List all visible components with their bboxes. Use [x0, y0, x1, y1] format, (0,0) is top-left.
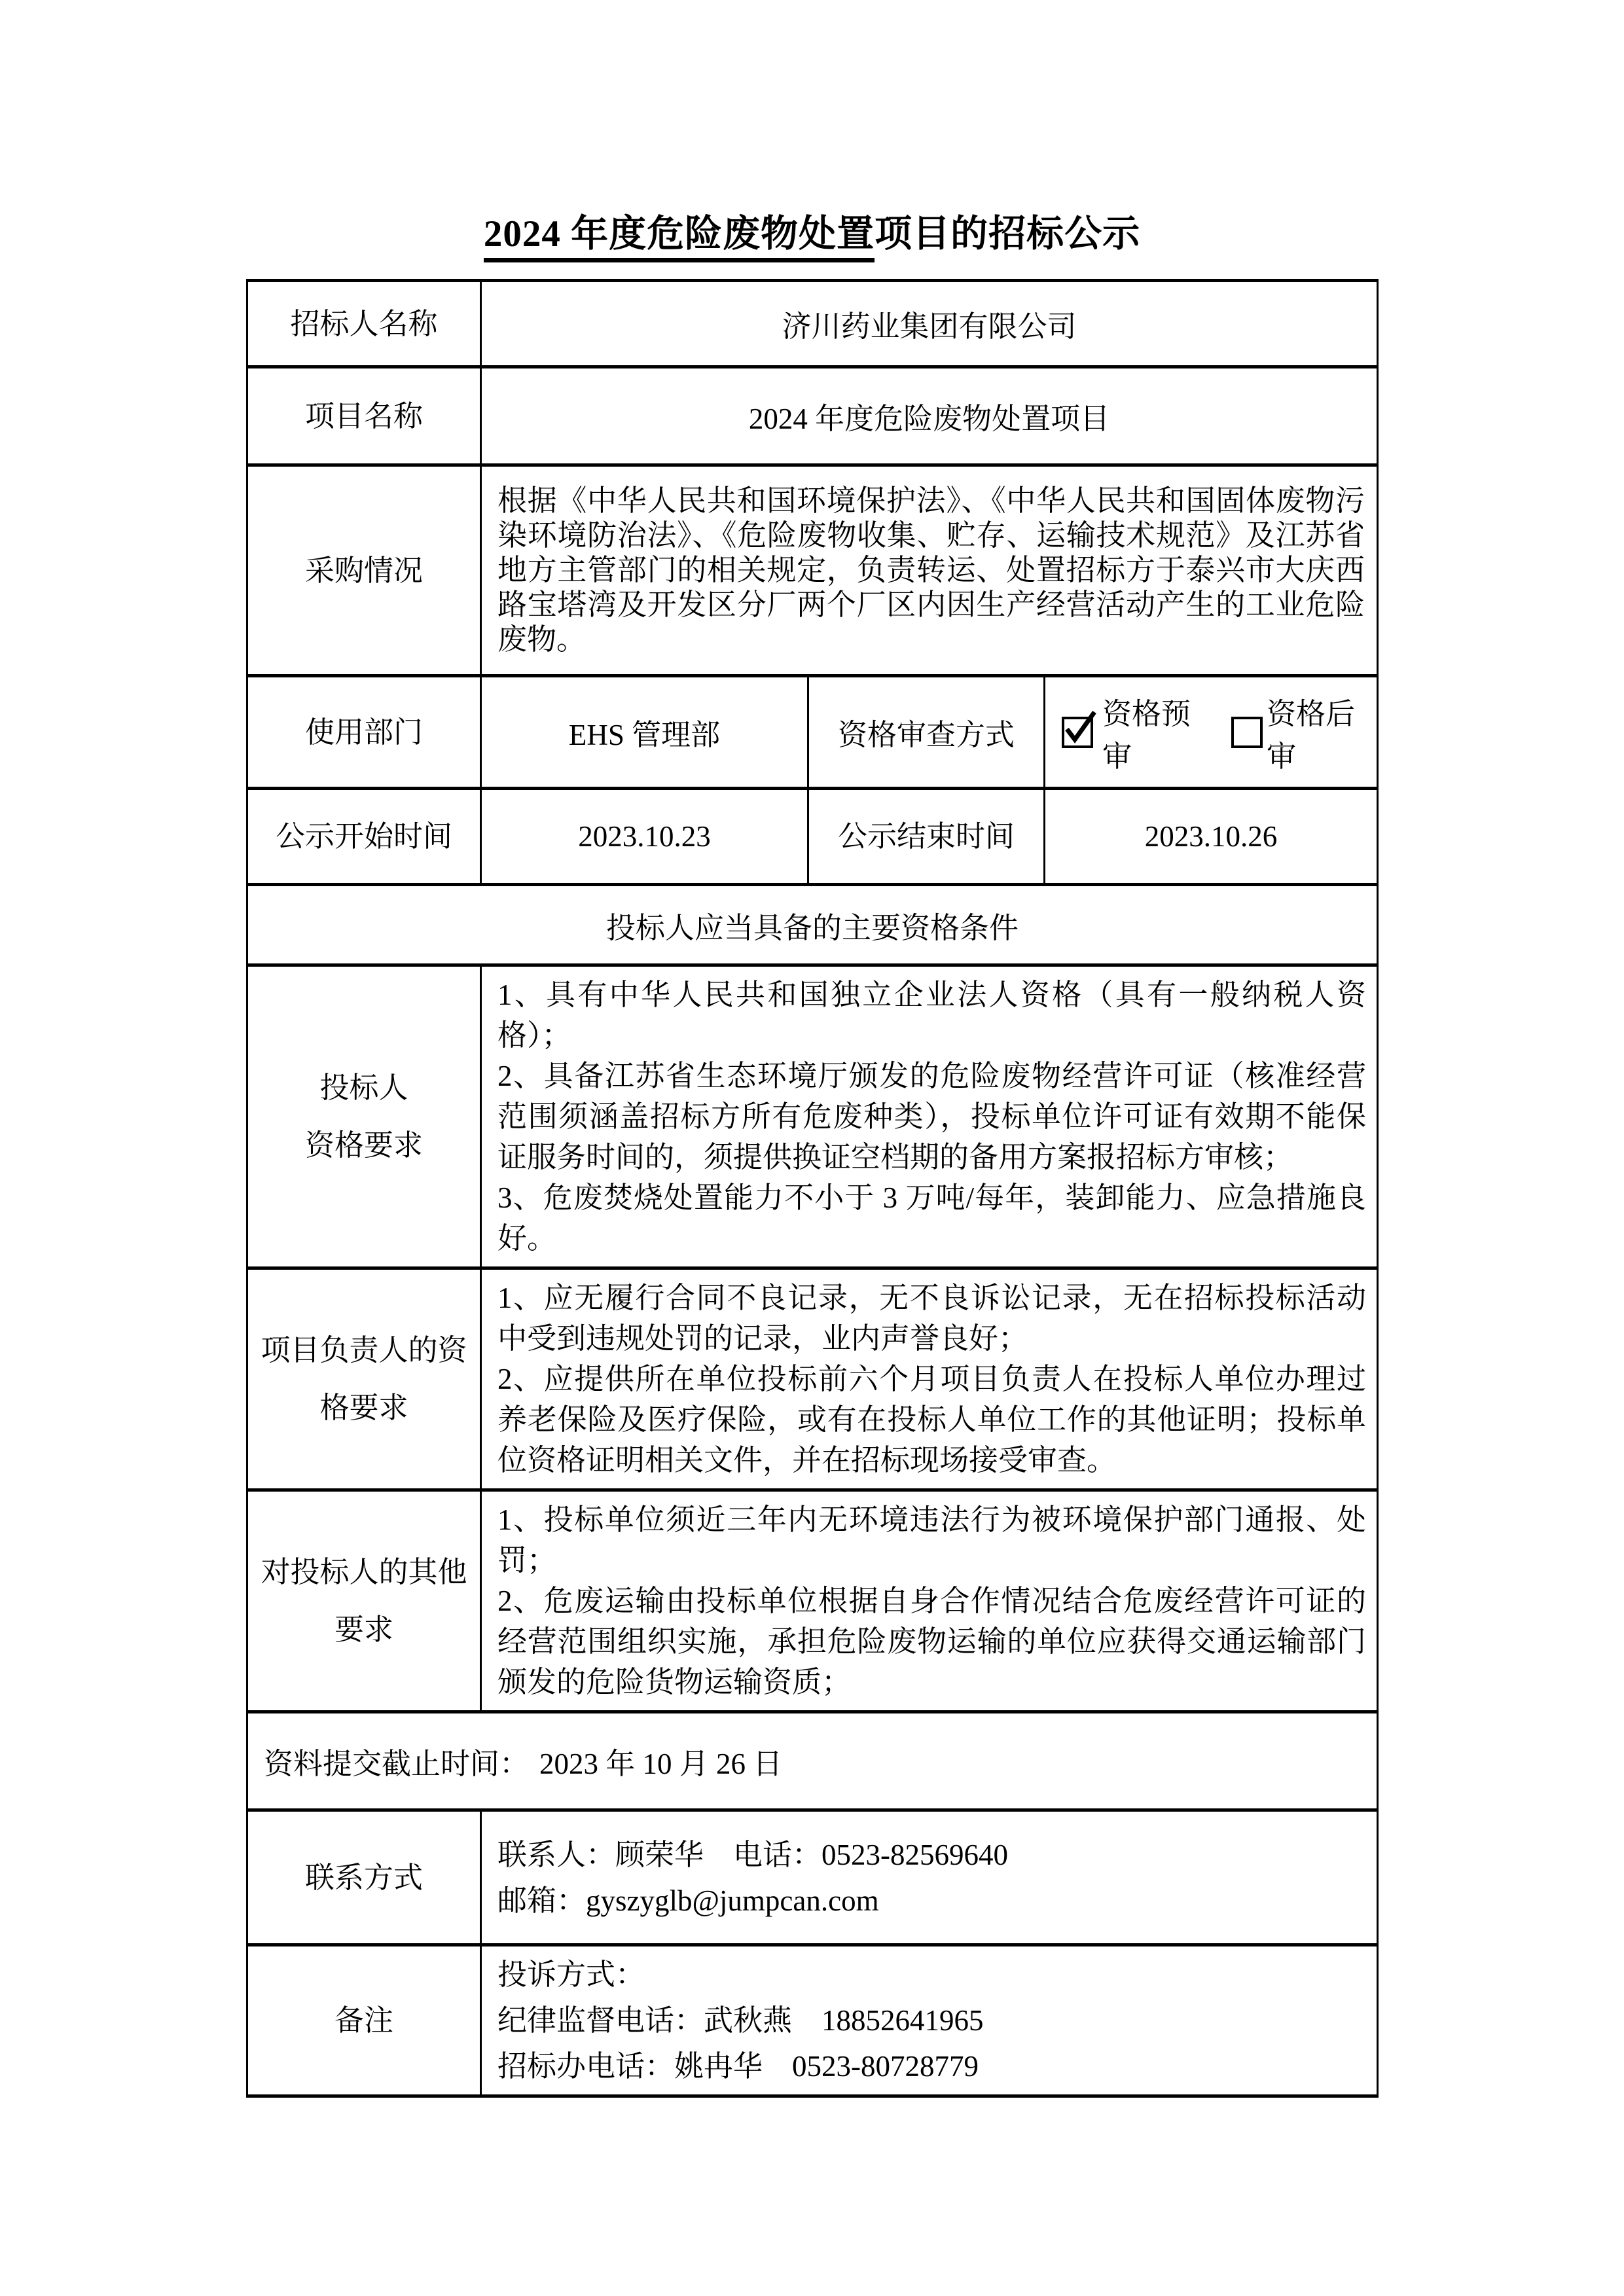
bidder-qualification-label	[247, 965, 481, 1268]
label-line: 格要求	[319, 1391, 408, 1424]
qualification-header: 投标人应当具备的主要资格条件	[247, 885, 1378, 965]
requirement-item: 1、投标单位须近三年内无环境违法行为被环境保护部门通报、处罚；	[497, 1503, 1366, 1577]
row-department	[247, 676, 1378, 789]
bidder-name-value: 济川药业集团有限公司	[481, 281, 1378, 367]
row-qualification-header	[247, 885, 1378, 965]
postqualification-label: 资格后审	[1267, 697, 1356, 773]
row-manager-qualification	[247, 1268, 1378, 1490]
label-line: 资格要求	[304, 1129, 423, 1162]
bidding-announcement-table	[246, 279, 1379, 2098]
manager-qualification-label	[247, 1268, 481, 1490]
other-requirements-items	[481, 1490, 1378, 1712]
contact-label: 联系方式	[247, 1810, 481, 1945]
contact-person-line: 联系人：顾荣华 电话：0523-82569640	[497, 1838, 1008, 1871]
contact-lines	[481, 1810, 1378, 1945]
deadline-row	[247, 1712, 1378, 1810]
department-label: 使用部门	[247, 676, 481, 789]
procurement-label: 采购情况	[247, 465, 481, 676]
requirement-item: 1、具有中华人民共和国独立企业法人资格（具有一般纳税人资格）；	[497, 978, 1366, 1052]
requirement-item: 2、危废运输由投标单位根据自身合作情况结合危废经营许可证的经营范围组织实施，承担危险废物运输的单位应获得交通运输部门颁发的危险货物运输资质；	[497, 1585, 1366, 1698]
remarks-label: 备注	[247, 1945, 481, 2096]
row-deadline	[247, 1712, 1378, 1810]
label-line: 投标人	[319, 1071, 408, 1104]
deadline-value: 2023 年 10 月 26 日	[539, 1748, 783, 1780]
bidder-name-label: 招标人名称	[247, 281, 481, 367]
project-name-value: 2024 年度危险废物处置项目	[481, 367, 1378, 465]
row-bidder-qualification	[247, 965, 1378, 1268]
bidder-qualification-items	[481, 965, 1378, 1268]
row-publicity-dates	[247, 789, 1378, 885]
deadline-label: 资料提交截止时间：	[264, 1748, 530, 1780]
manager-qualification-items	[481, 1268, 1378, 1490]
row-bidder-name	[247, 281, 1378, 367]
publicity-end-value: 2023.10.26	[1045, 789, 1378, 885]
other-requirements-label	[247, 1490, 481, 1712]
publicity-start-label: 公示开始时间	[247, 789, 481, 885]
remarks-line: 纪律监督电话：武秋燕 18852641965	[497, 2004, 984, 2037]
prequalification-checkbox[interactable]	[1062, 717, 1093, 748]
row-other-requirements	[247, 1490, 1378, 1712]
title-underlined-text: 2024 年度危险废物处置	[484, 213, 875, 262]
title-rest-text: 项目的招标公示	[875, 213, 1141, 255]
requirement-item: 2、具备江苏省生态环境厅颁发的危险废物经营许可证（核准经营范围须涵盖招标方所有危废种类），投标单位许可证有效期不能保证服务时间的，须提供换证空档期的备用方案报招标方审核；	[497, 1060, 1366, 1174]
publicity-end-label: 公示结束时间	[808, 789, 1045, 885]
row-procurement	[247, 465, 1378, 676]
requirement-item: 3、危废焚烧处置能力不小于 3 万吨/每年，装卸能力、应急措施良好。	[497, 1181, 1366, 1255]
remarks-line: 招标办电话：姚冉华 0523-80728779	[497, 2050, 979, 2083]
row-contact	[247, 1810, 1378, 1945]
remarks-lines	[481, 1945, 1378, 2096]
label-line: 要求	[334, 1613, 393, 1646]
requirement-item: 2、应提供所在单位投标前六个月项目负责人在投标人单位办理过养老保险及医疗保险，或有在投标人单位工作的其他证明；投标单位资格证明相关文件，并在招标现场接受审查。	[497, 1363, 1366, 1477]
project-name-label: 项目名称	[247, 367, 481, 465]
qualification-review-options	[1045, 676, 1378, 789]
prequalification-label: 资格预审	[1102, 697, 1191, 773]
row-project-name	[247, 367, 1378, 465]
row-remarks	[247, 1945, 1378, 2096]
qualification-review-label: 资格审查方式	[808, 676, 1045, 789]
check-icon	[1062, 709, 1098, 747]
postqualification-checkbox[interactable]	[1231, 717, 1263, 748]
page-title	[0, 211, 1624, 258]
contact-email-line: 邮箱：gyszyglb@jumpcan.com	[497, 1884, 879, 1917]
label-line: 项目负责人的资	[261, 1334, 467, 1367]
remarks-line: 投诉方式：	[497, 1958, 645, 1991]
procurement-value: 根据《中华人民共和国环境保护法》、《中华人民共和国固体废物污染环境防治法》、《危险废物收集、贮存、运输技术规范》及江苏省地方主管部门的相关规定，负责转运、处置招标方于泰兴市大庆西路宝塔湾及开发区分厂两个厂区内因生产经营活动产生的工业危险废物。	[481, 465, 1378, 676]
publicity-start-value: 2023.10.23	[481, 789, 808, 885]
department-value: EHS 管理部	[481, 676, 808, 789]
requirement-item: 1、应无履行合同不良记录，无不良诉讼记录，无在招标投标活动中受到违规处罚的记录，业内声誉良好；	[497, 1282, 1366, 1355]
label-line: 对投标人的其他	[261, 1556, 467, 1588]
